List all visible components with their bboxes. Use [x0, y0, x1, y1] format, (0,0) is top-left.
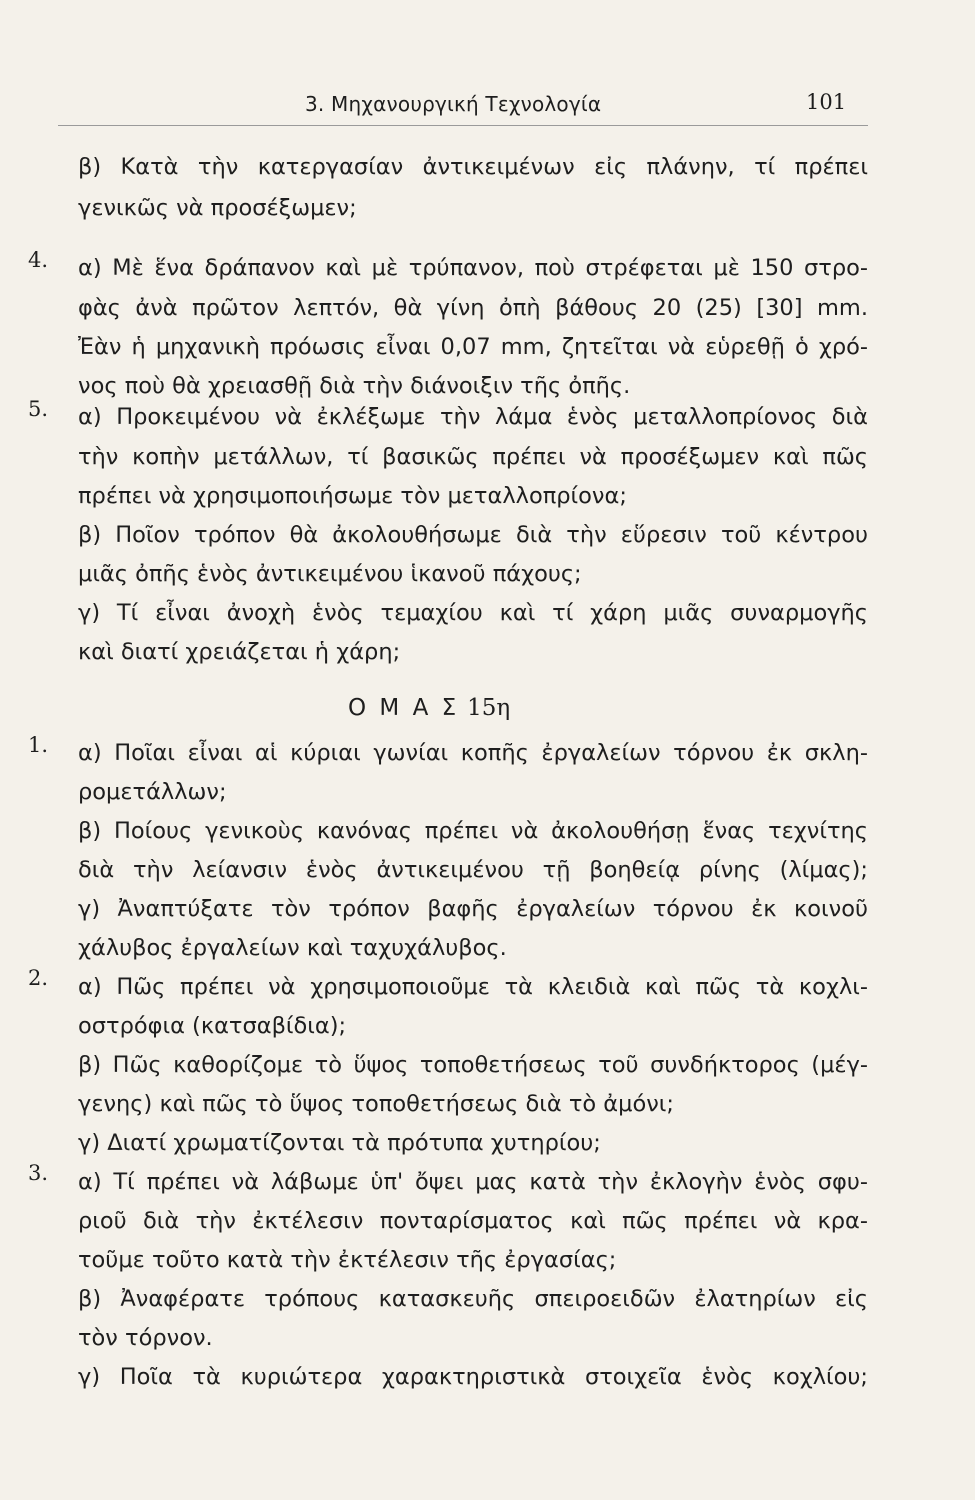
- text-line: διὰ τὴν λείανσιν ἑνὸς ἀντικειμένου τῇ βοηθείᾳ ρίνης (λίμας);: [78, 857, 868, 883]
- text-line: φὰς ἀνὰ πρῶτον λεπτόν, θὰ γίνη ὀπὴ βάθους 20 (25) [30] mm.: [78, 295, 868, 321]
- text-line: β) Ποῖον τρόπον θὰ ἀκολουθήσωμε διὰ τὴν εὕρεσιν τοῦ κέντρου: [78, 522, 868, 548]
- text-line: γενικῶς νὰ προσέξωμεν;: [78, 195, 357, 221]
- text-line: β) Ἀναφέρατε τρόπους κατασκευῆς σπειροειδῶν ἐλατηρίων εἰς: [78, 1286, 868, 1312]
- text-line: α) Μὲ ἕνα δράπανον καὶ μὲ τρύπανον, ποὺ στρέφεται μὲ 150 στρο-: [78, 255, 868, 281]
- header-rule: [58, 125, 868, 126]
- text-line: χάλυβος ἐργαλείων καὶ ταχυχάλυβος.: [78, 935, 507, 961]
- text-line: γ) Διατί χρωματίζονται τὰ πρότυπα χυτηρίου;: [78, 1130, 601, 1156]
- section-heading-label: Ο Μ Α Σ: [348, 695, 460, 721]
- text-line: τοῦμε τοῦτο κατὰ τὴν ἐκτέλεσιν τῆς ἐργασίας;: [78, 1247, 617, 1273]
- question-number: 4.: [28, 248, 49, 272]
- text-line: α) Προκειμένου νὰ ἐκλέξωμε τὴν λάμα ἑνὸς μεταλλοπρίονος διὰ: [78, 404, 868, 430]
- text-line: γ) Ποῖα τὰ κυριώτερα χαρακτηριστικὰ στοιχεῖα ἑνὸς κοχλίου;: [78, 1364, 868, 1390]
- text-line: ρομετάλλων;: [78, 779, 227, 805]
- text-line: α) Τί πρέπει νὰ λάβωμε ὑπ' ὄψει μας κατὰ τὴν ἐκλογὴν ἑνὸς σφυ-: [78, 1169, 868, 1195]
- question-number: 2.: [28, 966, 49, 990]
- section-heading: [348, 690, 648, 726]
- text-line: β) Κατὰ τὴν κατεργασίαν ἀντικειμένων εἰς πλάνην, τί πρέπει: [78, 154, 868, 180]
- text-line: γ) Ἀναπτύξατε τὸν τρόπον βαφῆς ἐργαλείων τόρνου ἐκ κοινοῦ: [78, 896, 868, 922]
- text-line: νος ποὺ θὰ χρειασθῇ διὰ τὴν διάνοιξιν τῆς ὀπῆς.: [78, 373, 631, 399]
- text-line: πρέπει νὰ χρησιμοποιήσωμε τὸν μεταλλοπρίονα;: [78, 483, 627, 509]
- section-heading-ordinal: 15η: [467, 695, 511, 721]
- text-line: α) Πῶς πρέπει νὰ χρησιμοποιοῦμε τὰ κλειδιὰ καὶ πῶς τὰ κοχλι-: [78, 974, 868, 1000]
- question-number: 5.: [28, 397, 49, 421]
- text-line: τὴν κοπὴν μετάλλων, τί βασικῶς πρέπει νὰ προσέξωμεν καὶ πῶς: [78, 444, 868, 470]
- running-header-title: 3. Μηχανουργική Τεχνολογία: [305, 92, 602, 116]
- question-number: 3.: [28, 1161, 49, 1185]
- text-line: τὸν τόρνον.: [78, 1325, 213, 1351]
- text-line: β) Πῶς καθορίζομε τὸ ὕψος τοποθετήσεως τοῦ συνδήκτορος (μέγ-: [78, 1052, 868, 1078]
- question-number: 1.: [28, 733, 49, 757]
- text-line: οστρόφια (κατσαβίδια);: [78, 1013, 347, 1039]
- text-line: καὶ διατί χρειάζεται ἡ χάρη;: [78, 639, 401, 665]
- text-line: α) Ποῖαι εἶναι αἱ κύριαι γωνίαι κοπῆς ἐργαλείων τόρνου ἐκ σκλη-: [78, 740, 868, 766]
- text-line: Ἐὰν ἡ μηχανικὴ πρόωσις εἶναι 0,07 mm, ζητεῖται νὰ εὑρεθῇ ὁ χρό-: [78, 334, 868, 360]
- page-number: 101: [806, 90, 847, 114]
- text-line: β) Ποίους γενικοὺς κανόνας πρέπει νὰ ἀκολουθήσῃ ἕνας τεχνίτης: [78, 818, 868, 844]
- text-line: γ) Τί εἶναι ἀνοχὴ ἑνὸς τεμαχίου καὶ τί χάρη μιᾶς συναρμογῆς: [78, 600, 868, 626]
- text-line: γενης) καὶ πῶς τὸ ὕψος τοποθετήσεως διὰ τὸ ἀμόνι;: [78, 1091, 674, 1117]
- text-line: μιᾶς ὀπῆς ἑνὸς ἀντικειμένου ἱκανοῦ πάχους;: [78, 561, 582, 587]
- text-line: ριοῦ διὰ τὴν ἐκτέλεσιν πονταρίσματος καὶ πῶς πρέπει νὰ κρα-: [78, 1208, 868, 1234]
